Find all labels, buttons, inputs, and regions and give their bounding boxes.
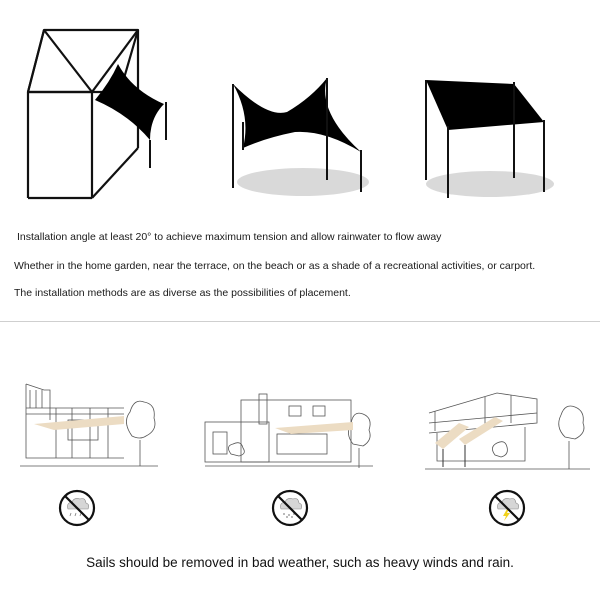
- no-rain-icon: [58, 489, 96, 527]
- placement-text: Whether in the home garden, near the terrace, on the beach or as a shade of a recreational activities, or carport.: [14, 260, 536, 272]
- four-post-twisted-sail-illustration: [215, 60, 380, 210]
- no-storm-icon: [488, 489, 526, 527]
- house-terrace-sail-sketch: [20, 380, 160, 472]
- modern-house-sail-sketch: [205, 392, 375, 470]
- section-divider: [0, 321, 600, 322]
- installation-methods-text: The installation methods are as diverse as the possibilities of placement.: [14, 287, 351, 299]
- hillside-house-sail-sketch: [425, 383, 590, 475]
- installation-angle-text: Installation angle at least 20° to achieve maximum tension and allow rainwater to flow away: [17, 231, 442, 243]
- no-snow-icon: [271, 489, 309, 527]
- wall-mounted-sail-illustration: [0, 0, 200, 210]
- bad-weather-warning: Sails should be removed in bad weather, such as heavy winds and rain.: [86, 555, 514, 570]
- four-post-flat-sail-illustration: [410, 68, 570, 208]
